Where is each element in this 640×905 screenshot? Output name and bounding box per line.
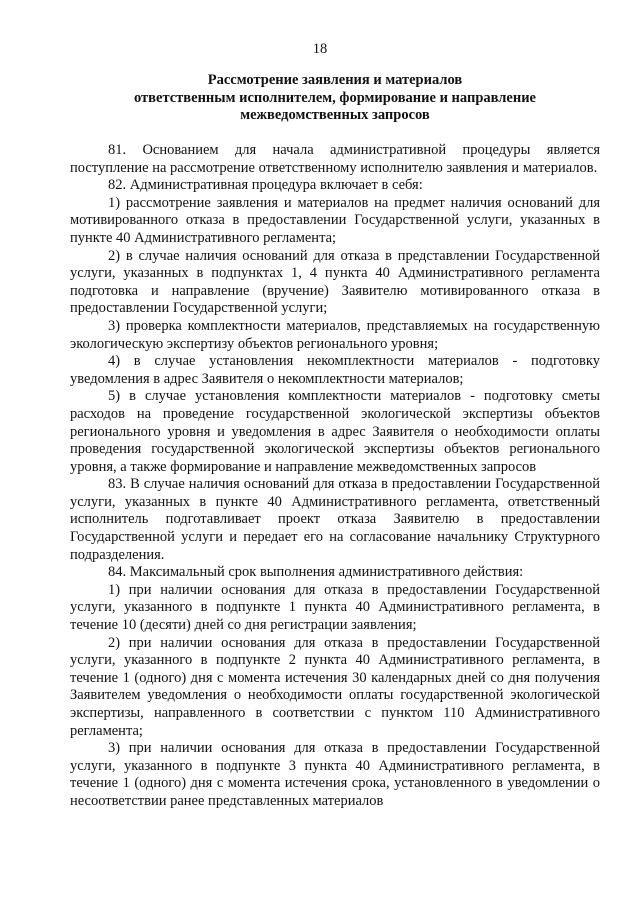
- paragraph-84-item-2: 2) при наличии основания для отказа в предоставлении Государственной услуги, указанного в подпункте 2 пункта 40 Административного регламента, в течение 1 (одного) дня с момента истечения 30 календарных дней со дня получения Заявителем уведомления о необходимости оплаты государственной экологической экспертизы, направленного в соответствии с пунктом 110 Административного регламента;: [70, 634, 600, 739]
- section-title-line-2: ответственным исполнителем, формирование и направление: [134, 89, 536, 106]
- paragraph-82-item-5: 5) в случае установления комплектности материалов - подготовку сметы расходов на проведение государственной экологической экспертизы объектов регионального уровня и уведомления в адрес Заявителя о необходимости оплаты проведения государственной экологической экспертизы объектов регионального уровня, а также формирование и направление межведомственных запросов: [70, 388, 600, 475]
- document-body: [70, 142, 600, 811]
- paragraph-82-item-2: 2) в случае наличия оснований для отказа в представлении Государственной услуги, указанных в подпунктах 1, 4 пункта 40 Административного регламента подготовка и направление (вручение) Заявителю мотивированного отказа в предоставлении Государственной услуги;: [70, 247, 600, 317]
- paragraph-82-item-1: 1) рассмотрение заявления и материалов на предмет наличия оснований для мотивированного отказа в предоставлении Государственной услуги, указанных в пункте 40 Административного регламента;: [70, 194, 600, 246]
- paragraph-83: 83. В случае наличия оснований для отказа в предоставлении Государственной услуги, указанных в пункте 40 Административного регламента, ответственный исполнитель подготавливает проект отказа Заявителю в предоставлении Государственной услуги и передает его на согласование начальнику Структурного подразделения.: [70, 476, 600, 563]
- paragraph-84-item-1: 1) при наличии основания для отказа в предоставлении Государственной услуги, указанного в подпункте 1 пункта 40 Административного регламента, в течение 10 (десяти) дней со дня регистрации заявления;: [70, 581, 600, 634]
- paragraph-82-item-3: 3) проверка комплектности материалов, представляемых на государственную экологическую экспертизу объектов регионального уровня;: [70, 317, 600, 352]
- paragraph-82-item-4: 4) в случае установления некомплектности материалов - подготовку уведомления в адрес Заявителя о некомплектности материалов;: [70, 353, 600, 387]
- section-title: [70, 72, 600, 125]
- paragraph-84: 84. Максимальный срок выполнения административного действия:: [108, 564, 524, 581]
- paragraph-82: 82. Административная процедура включает в себя:: [108, 177, 423, 194]
- section-title-line-1: Рассмотрение заявления и материалов: [207, 72, 463, 88]
- section-title-line-3: межведомственных запросов: [240, 107, 430, 123]
- paragraph-81: 81. Основанием для начала административной процедуры является поступление на рассмотрение ответственному исполнителю заявления и материалов.: [70, 142, 600, 176]
- paragraph-84-item-3: 3) при наличии основания для отказа в предоставлении Государственной услуги, указанного в подпункте 3 пункта 40 Административного регламента, в течение 1 (одного) дня с момента истечения срока, установленного в уведомлении о несоответствии ранее представленных материалов: [70, 740, 600, 809]
- page-number: 18: [312, 41, 328, 57]
